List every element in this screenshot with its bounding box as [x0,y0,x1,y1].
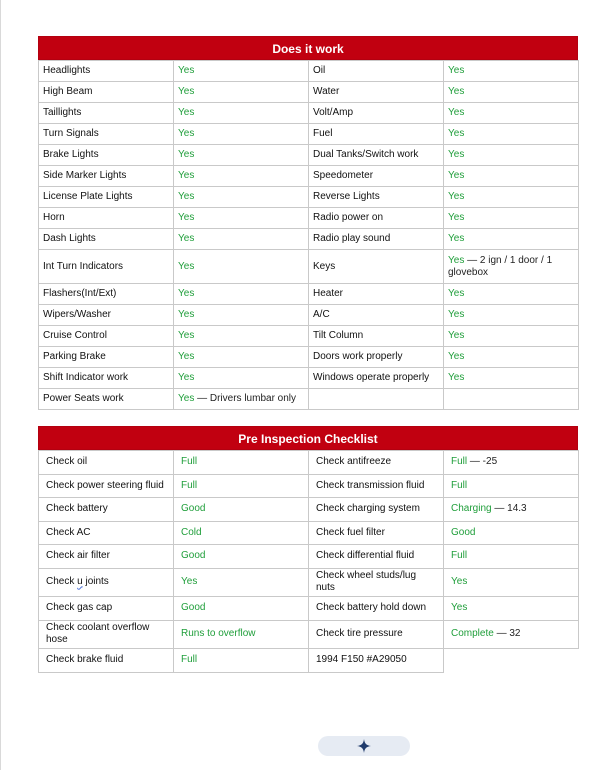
item-value [444,124,579,145]
item-value [444,545,579,569]
item-value [444,597,579,621]
status-value: Yes [448,170,465,181]
item-value [174,166,309,187]
status-value: Yes [448,330,465,341]
table-row [39,187,579,208]
item-label: Shift Indicator work [39,368,174,389]
status-value: Runs to overflow [181,628,256,640]
status-value: Yes [178,65,195,76]
status-value: Charging [451,503,492,515]
item-label: Oil [309,61,444,82]
status-value: Yes [178,233,195,244]
item-label: Headlights [39,61,174,82]
status-value: Yes [448,212,465,223]
spellcheck-mark: u [77,576,83,588]
table-row [39,124,579,145]
pre-inspection-table [38,450,579,673]
item-label: Check antifreeze [309,451,444,475]
table-row [39,474,579,498]
item-label: Water [309,82,444,103]
table-row [39,305,579,326]
item-label: Horn [39,208,174,229]
item-value [174,326,309,347]
table-row [39,208,579,229]
item-value [444,389,579,410]
does-it-work-section [38,36,578,410]
item-value [444,187,579,208]
item-value [174,597,309,621]
status-value: Yes [178,309,195,320]
item-value [444,82,579,103]
table-row [39,649,579,673]
does-it-work-table [38,60,579,410]
item-value [444,451,579,475]
item-label: Check charging system [309,498,444,522]
status-value: Good [181,602,206,614]
item-value [444,284,579,305]
table-row [39,368,579,389]
status-value: Full [451,456,468,468]
status-value: Yes [448,254,465,266]
item-value [174,82,309,103]
status-value: Yes [178,351,195,362]
item-value [444,103,579,124]
status-value: Yes [178,191,195,202]
table-row [39,451,579,475]
status-value: Yes [178,330,195,341]
item-value [444,347,579,368]
status-value: Yes [448,86,465,97]
status-value: Yes [178,393,195,404]
item-label: Check battery hold down [309,597,444,621]
table-row [39,347,579,368]
item-value [174,521,309,545]
pre-inspection-section [38,426,578,673]
item-value [174,208,309,229]
status-value: Yes [448,191,465,202]
status-value: Yes [451,576,468,588]
item-value [444,498,579,522]
status-value: Yes [448,233,465,244]
status-value: Full [451,550,468,562]
item-value [444,305,579,326]
item-label: Check gas cap [39,597,174,621]
status-value: Yes [178,260,195,272]
table-row [39,620,579,649]
status-value: Yes [178,170,195,181]
item-label: Reverse Lights [309,187,444,208]
item-label: Check differential fluid [309,545,444,569]
status-value: Good [451,526,476,538]
item-label: Check tire pressure [309,620,444,649]
status-value: Yes [451,602,468,614]
status-value: Yes [448,288,465,299]
item-value [174,545,309,569]
table-row [39,166,579,187]
status-value: Yes [181,576,198,588]
item-label: Check oil [39,451,174,475]
item-value [174,368,309,389]
status-value: Yes [178,149,195,160]
item-label: Check u joints [39,568,174,597]
item-value [174,347,309,368]
item-value [444,250,579,284]
status-value: Yes [178,212,195,223]
status-value: Yes [448,65,465,76]
status-value: Good [181,503,206,515]
item-value [444,568,579,597]
item-label: Check air filter [39,545,174,569]
item-value [444,166,579,187]
item-value [174,187,309,208]
item-label: Wipers/Washer [39,305,174,326]
item-label [309,389,444,410]
item-value [174,620,309,649]
item-label: Cruise Control [39,326,174,347]
item-label: Radio power on [309,208,444,229]
item-value [174,649,309,673]
item-value [444,61,579,82]
item-label: Side Marker Lights [39,166,174,187]
status-value: Yes [448,128,465,139]
table-row [39,521,579,545]
status-value: Yes [448,309,465,320]
table-row [39,103,579,124]
section-title: Does it work [38,36,578,60]
item-label: 1994 F150 #A29050 [309,649,444,673]
item-label: Dual Tanks/Switch work [309,145,444,166]
status-note: — 32 [493,628,521,640]
status-note: — -25 [467,456,498,468]
item-value [174,284,309,305]
item-label: Taillights [39,103,174,124]
status-value: Yes [178,128,195,139]
item-value [174,229,309,250]
status-note: — 14.3 [491,503,527,515]
item-label: Windows operate properly [309,368,444,389]
status-value: Full [451,479,468,491]
item-label: A/C [309,305,444,326]
item-value [174,250,309,284]
table-row [39,498,579,522]
status-value: Yes [178,107,195,118]
item-label: Doors work properly [309,347,444,368]
table-row [39,326,579,347]
item-label: Check fuel filter [309,521,444,545]
status-value: Full [181,456,198,468]
table-row [39,284,579,305]
item-label: Heater [309,284,444,305]
item-label: Tilt Column [309,326,444,347]
table-row [39,568,579,597]
item-value [174,474,309,498]
sparkle-icon [357,739,371,753]
item-label: License Plate Lights [39,187,174,208]
status-value: Yes [448,107,465,118]
status-value: Yes [448,351,465,362]
table-row [39,82,579,103]
item-value [174,61,309,82]
item-label: Check brake fluid [39,649,174,673]
ai-assist-button[interactable] [318,736,410,756]
item-value [174,568,309,597]
status-note: — Drivers lumbar only [194,393,297,404]
status-value: Yes [178,86,195,97]
item-label: Check wheel studs/lug nuts [309,568,444,597]
status-value: Yes [178,288,195,299]
table-row [39,145,579,166]
item-value [444,521,579,545]
item-value [444,474,579,498]
item-value [174,389,309,410]
status-value: Full [181,479,198,491]
table-row [39,597,579,621]
item-label: Parking Brake [39,347,174,368]
item-label: Radio play sound [309,229,444,250]
status-note: — 2 ign / 1 door / 1 glovebox [448,254,553,278]
item-value [444,326,579,347]
item-value [174,145,309,166]
item-value [444,649,579,673]
item-value [444,145,579,166]
table-row [39,61,579,82]
item-value [174,305,309,326]
item-label: Turn Signals [39,124,174,145]
status-value: Cold [181,526,202,538]
item-label: Check transmission fluid [309,474,444,498]
status-value: Complete [451,628,494,640]
status-value: Full [181,654,198,666]
table-row [39,229,579,250]
page-edge [0,0,1,770]
item-label: Fuel [309,124,444,145]
item-label: Speedometer [309,166,444,187]
item-label: High Beam [39,82,174,103]
item-label: Check power steering fluid [39,474,174,498]
table-row [39,389,579,410]
item-value [174,124,309,145]
item-value [174,103,309,124]
item-label: Flashers(Int/Ext) [39,284,174,305]
item-value [174,498,309,522]
section-title: Pre Inspection Checklist [38,426,578,450]
item-value [444,368,579,389]
item-value [174,451,309,475]
item-label: Int Turn Indicators [39,250,174,284]
item-label: Brake Lights [39,145,174,166]
status-value: Good [181,550,206,562]
item-label: Check AC [39,521,174,545]
item-label: Power Seats work [39,389,174,410]
status-value: Yes [178,372,195,383]
item-value [444,208,579,229]
table-row [39,250,579,284]
item-label: Check battery [39,498,174,522]
status-value: Yes [448,372,465,383]
item-label: Dash Lights [39,229,174,250]
item-value [444,229,579,250]
status-value: Yes [448,149,465,160]
item-label: Keys [309,250,444,284]
item-value [444,620,579,649]
table-row [39,545,579,569]
item-label: Check coolant overflow hose [39,620,174,649]
item-label: Volt/Amp [309,103,444,124]
